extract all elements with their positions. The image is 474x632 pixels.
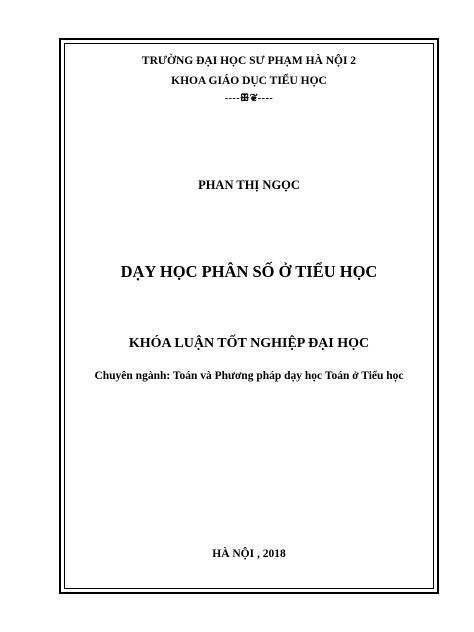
thesis-title: DẠY HỌC PHÂN SỐ Ở TIỂU HỌC	[120, 262, 378, 281]
author-name: PHAN THỊ NGỌC	[198, 178, 300, 192]
major-line: Chuyên ngành: Toán và Phương pháp dạy học Toán ở Tiểu học	[94, 370, 404, 382]
decorative-ornament: ----ꕥ❦----	[224, 93, 274, 104]
place-and-year: HÀ NỘI , 2018	[212, 548, 286, 560]
faculty-name: KHOA GIÁO DỤC TIỂU HỌC	[171, 75, 327, 87]
inner-border	[64, 43, 434, 589]
thesis-type: KHÓA LUẬN TỐT NGHIỆP ĐẠI HỌC	[128, 336, 370, 351]
university-name: TRƯỜNG ĐẠI HỌC SƯ PHẠM HÀ NỘI 2	[141, 55, 357, 67]
